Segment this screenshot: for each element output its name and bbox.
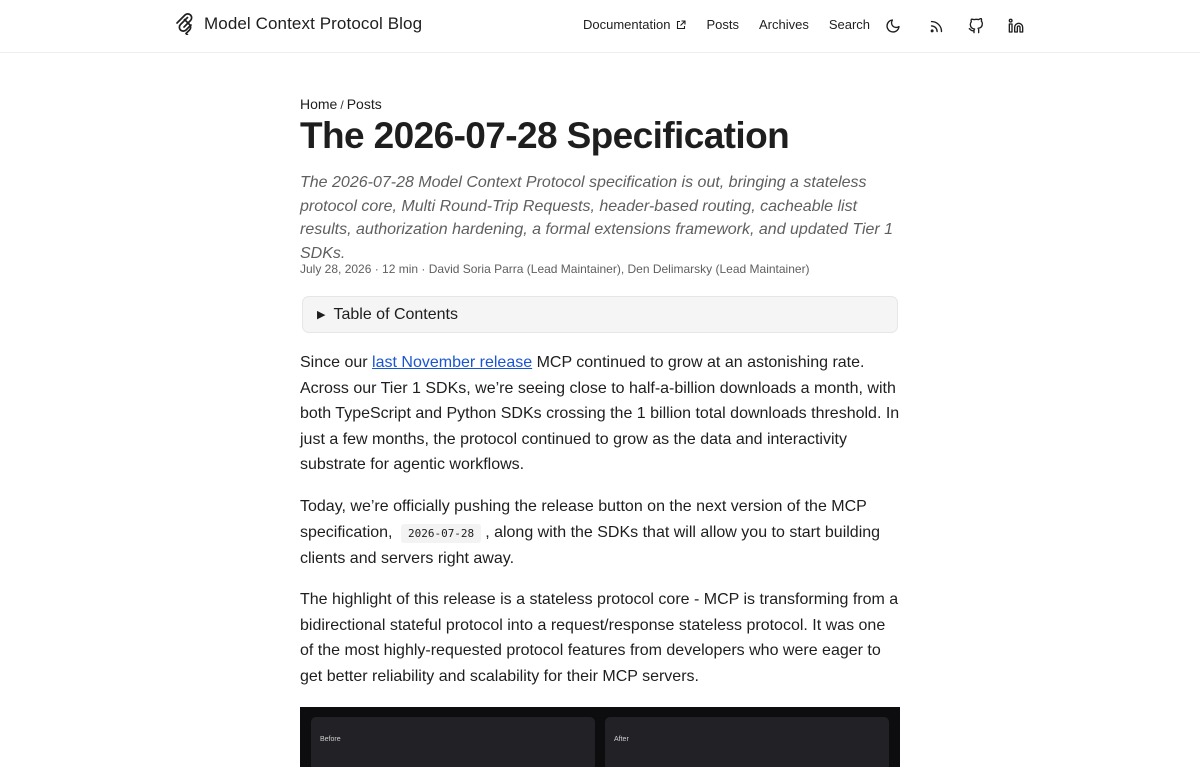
main-nav <box>583 17 890 33</box>
breadcrumb <box>300 96 382 112</box>
after-panel <box>605 717 889 767</box>
github-icon[interactable] <box>967 17 985 35</box>
paragraph-intro-before: Since our <box>300 354 373 371</box>
table-of-contents-toggle[interactable] <box>302 296 898 333</box>
nav-documentation[interactable] <box>583 17 686 33</box>
paragraph-release <box>300 494 900 572</box>
site-title: Model Context Protocol Blog <box>204 14 423 33</box>
paragraph-release-before: Today, we’re officially pushing the release button on the next version of the MCP specification, <box>300 498 867 541</box>
disclosure-triangle-icon: ▶ <box>317 309 326 321</box>
mcp-logo-icon <box>175 13 195 35</box>
external-link-icon <box>676 20 686 30</box>
nav-search[interactable]: Search <box>828 17 871 32</box>
before-label: Before <box>320 736 341 743</box>
post-summary: The 2026-07-28 Model Context Protocol specification is out, bringing a stateless protocol core, Multi Round-Trip Requests, header-based routing, cacheable list results, authorization hardening, a formal extensions framework, and updated Tier 1 SDKs. <box>300 174 894 263</box>
before-after-figure <box>300 707 900 767</box>
post-meta: July 28, 2026 · 12 min · David Soria Parra (Lead Maintainer), Den Delimarsky (Lead Maintainer) <box>300 262 810 276</box>
breadcrumb-posts[interactable]: Posts <box>346 96 382 112</box>
breadcrumb-separator: / <box>340 98 344 112</box>
nav-documentation-label: Documentation <box>583 17 671 32</box>
site-brand-link[interactable] <box>175 13 422 35</box>
paragraph-release-after: , along with the SDKs that will allow you to start building clients and servers right away. <box>300 523 881 567</box>
before-panel <box>311 717 595 767</box>
spec-version-code: 2026-07-28 <box>401 524 481 543</box>
site-header <box>0 0 1200 53</box>
paragraph-intro-after: MCP continued to grow at an astonishing rate. Across our Tier 1 SDKs, we’re seeing close to half-a-billion downloads a month, with both TypeScript and Python SDKs crossing the 1 billion total downloads threshold. In just a few months, the protocol continued to grow as the data and interactivity substrate for agentic workflows. <box>300 354 900 473</box>
last-november-release-link[interactable]: last November release <box>372 354 533 371</box>
rss-icon[interactable] <box>927 17 945 35</box>
paragraph-intro <box>300 350 900 478</box>
breadcrumb-home[interactable]: Home <box>300 96 338 112</box>
nav-posts[interactable]: Posts <box>706 17 739 32</box>
post-title: The 2026-07-28 Specification <box>300 115 790 156</box>
toc-label: Table of Contents <box>333 305 458 323</box>
after-label: After <box>614 736 629 743</box>
paragraph-highlight: The highlight of this release is a stateless protocol core - MCP is transforming from a bidirectional stateful protocol into a request/response stateless protocol. It was one of the most highly-requested protocol features from developers who were eager to get better reliability and scalability for their MCP servers. <box>300 591 899 685</box>
nav-archives[interactable]: Archives <box>758 17 809 32</box>
theme-toggle-icon[interactable] <box>884 17 902 35</box>
linkedin-icon[interactable] <box>1007 17 1025 35</box>
